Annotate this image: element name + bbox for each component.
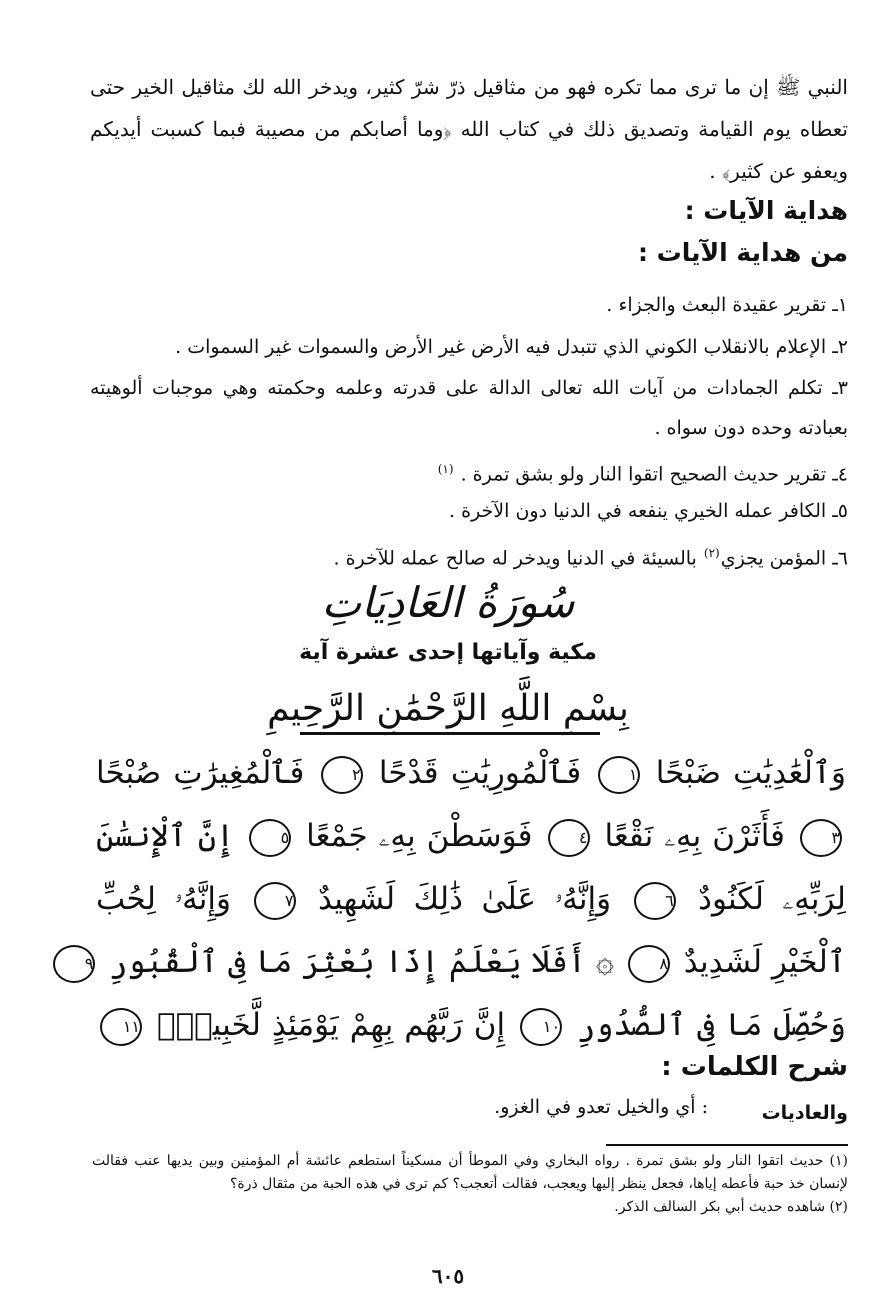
ayah-number-marker: ٢ bbox=[321, 756, 363, 794]
ayah-number-marker: ١٠ bbox=[520, 1008, 562, 1046]
ayah-text: فَٱلْمُغِيرَٰتِ صُبْحًا bbox=[96, 755, 305, 791]
ayah-text: فَوَسَطْنَ بِهِۦ جَمْعًا bbox=[306, 818, 533, 854]
ayah-text: وَإِنَّهُۥ لِحُبِّ bbox=[96, 881, 231, 917]
quran-line bbox=[96, 742, 846, 805]
quran-line bbox=[96, 805, 846, 868]
footnote-ref-2[interactable]: (٢) bbox=[703, 546, 720, 560]
footnote-1: (١) حديث اتقوا النار ولو بشق تمرة . رواه البخاري وفي الموطأ أن مسكيناً استطعم عائشة أم المؤمنين وبين يديها عنب فقالت لإنسان خذ حبة فأعطه إياها، فجعل ينظر إليها ويعجب، فقالت أتعجب؟ كم ترى في هذه الحبة من مثقال ذرة؟ bbox=[92, 1153, 848, 1192]
intro-paragraph: النبي ﷺ إن ما ترى مما تكره فهو من مثاقيل ذرّ شرّ كثير، ويدخر الله لك مثاقيل الخير حتى تعطاه يوم القيامة وتصديق ذلك في كتاب الله ﴿وما أصابكم من مصيبة فبما كسبت أيديكم ويعفو عن كثير﴾ . bbox=[90, 75, 848, 183]
ayah-number-marker: ٣ bbox=[800, 819, 842, 857]
quran-line bbox=[96, 994, 846, 1057]
surah-title: سُورَةُ العَادِيَاتِ bbox=[321, 578, 575, 627]
footnote-2: (٢) شاهده حديث أبي بكر السالف الذكر. bbox=[614, 1199, 848, 1215]
guidance-item-6-text-before: ٦ـ المؤمن يجزي bbox=[720, 547, 848, 570]
quran-line bbox=[96, 868, 846, 931]
surah-subtitle: مكية وآياتها إحدى عشرة آية bbox=[299, 640, 597, 665]
ayah-number-marker: ٤ bbox=[548, 819, 590, 857]
definition-term: والعاديات bbox=[761, 1102, 848, 1124]
ayah-text: إِنَّ ٱلْإِنسَٰنَ bbox=[96, 818, 235, 854]
ayah-text: ۞ أَفَلَا يَعْلَمُ إِذَا بُعْثِرَ مَا فِى ٱلْقُبُورِ bbox=[109, 944, 615, 980]
quran-line bbox=[84, 931, 846, 994]
guidance-item-2: ٢ـ الإعلام بالانقلاب الكوني الذي تتبدل فيه الأرض غير الأرض والسموات غير السموات . bbox=[175, 336, 848, 358]
ayah-number-marker: ٧ bbox=[254, 882, 296, 920]
quran-text bbox=[84, 742, 847, 1057]
ayah-text: وَإِنَّهُۥ عَلَىٰ ذَٰلِكَ لَشَهِيدٌ bbox=[318, 881, 612, 917]
definition-text: : أي والخيل تعدو في الغزو. bbox=[494, 1096, 708, 1118]
ayah-text: فَٱلْمُورِيَٰتِ قَدْحًا bbox=[378, 755, 582, 791]
ayah-number-marker: ٦ bbox=[634, 882, 676, 920]
ayah-text: ٱلْخَيْرِ لَشَدِيدٌ bbox=[683, 944, 846, 980]
guidance-item-1: ١ـ تقرير عقيدة البعث والجزاء . bbox=[606, 294, 848, 316]
guidance-list bbox=[90, 284, 848, 574]
footnotes bbox=[92, 1150, 848, 1219]
guidance-item-3: ٣ـ تكلم الجمادات من آيات الله تعالى الدالة على قدرته وعلمه وحكمته وهي موجبات ألوهيته بعبادته وحده دون سواه . bbox=[90, 377, 848, 439]
ayah-text: وَحُصِّلَ مَا فِى ٱلصُّدُورِ bbox=[577, 1007, 847, 1043]
ayah-number-marker: ١١ bbox=[100, 1008, 142, 1046]
guidance-item-5: ٥ـ الكافر عمله الخيري ينفعه في الدنيا دون الآخرة . bbox=[449, 500, 848, 522]
guidance-item-6 bbox=[90, 532, 848, 574]
basmala: بِسْمِ اللَّهِ الرَّحْمَٰنِ الرَّحِيمِ bbox=[267, 688, 629, 729]
guidance-item-4 bbox=[90, 448, 848, 490]
section-heading-guidance-from: من هداية الآيات : bbox=[637, 238, 848, 267]
ayah-number-marker: ٥ bbox=[249, 819, 291, 857]
footnote-ref-1[interactable]: (١) bbox=[437, 462, 454, 476]
ayah-number-marker: ١ bbox=[598, 756, 640, 794]
section-heading-guidance: هداية الآيات : bbox=[684, 196, 848, 225]
footnote-divider bbox=[606, 1144, 848, 1146]
page-number: ٦٠٥ bbox=[431, 1264, 465, 1288]
definition-row bbox=[90, 1096, 848, 1132]
ayah-number-marker: ٨ bbox=[628, 945, 670, 983]
guidance-item-6-text-after: بالسيئة في الدنيا ويدخر له صالح عمله للآخرة . bbox=[333, 547, 697, 570]
ayah-text: وَٱلْعَٰدِيَٰتِ ضَبْحًا bbox=[655, 755, 847, 791]
words-explanation-title: شرح الكلمات : bbox=[661, 1052, 848, 1082]
ayah-text: إِنَّ رَبَّهُم بِهِمْ يَوْمَئِذٍ لَّخَبِيرٌۢ bbox=[156, 1007, 506, 1043]
guidance-item-4-text: ٤ـ تقرير حديث الصحيح اتقوا النار ولو بشق تمرة . bbox=[460, 463, 848, 486]
basmala-underline bbox=[300, 732, 600, 735]
ayah-text: لِرَبِّهِۦ لَكَنُودٌ bbox=[698, 881, 846, 917]
ayah-text: فَأَثَرْنَ بِهِۦ نَقْعًا bbox=[604, 818, 785, 854]
ayah-number-marker: ٩ bbox=[53, 945, 95, 983]
